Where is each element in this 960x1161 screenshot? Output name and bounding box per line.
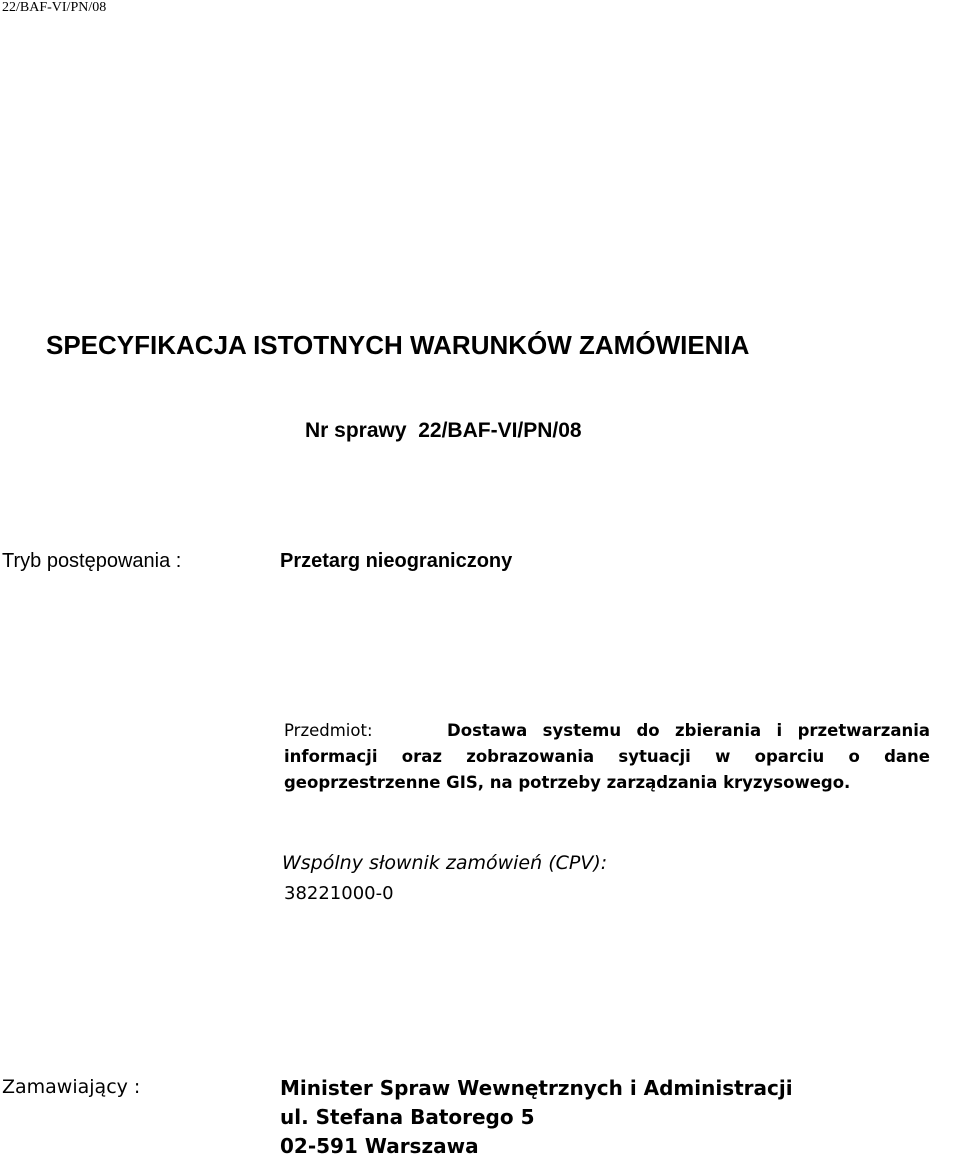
orderer-label: Zamawiający : — [2, 1076, 141, 1098]
subject-block — [284, 718, 930, 796]
procedure-value: Przetarg nieograniczony — [280, 550, 513, 572]
orderer-city: 02-591 Warszawa — [280, 1134, 479, 1158]
orderer-name: Minister Spraw Wewnętrznych i Administracji — [280, 1076, 793, 1100]
document-header-reference: 22/BAF-VI/PN/08 — [2, 0, 107, 15]
subject-value: Dostawa systemu do zbierania i przetwarzania informacji oraz zobrazowania sytuacji w oparciu o dane geoprzestrzenne GIS, na potrzeby zarządzania kryzysowego. — [284, 721, 930, 792]
orderer-street: ul. Stefana Batorego 5 — [280, 1105, 535, 1129]
case-number-line — [305, 419, 582, 443]
orderer-address — [280, 1074, 793, 1161]
case-number-label: Nr sprawy — [305, 419, 407, 442]
subject-label: Przedmiot: — [284, 721, 373, 740]
document-title: SPECYFIKACJA ISTOTNYCH WARUNKÓW ZAMÓWIENIA — [46, 330, 750, 360]
cpv-label: Wspólny słownik zamówień (CPV): — [282, 852, 608, 874]
case-number-value: 22/BAF-VI/PN/08 — [418, 419, 582, 442]
cpv-code: 38221000-0 — [284, 883, 394, 904]
procedure-label: Tryb postępowania : — [2, 550, 182, 572]
